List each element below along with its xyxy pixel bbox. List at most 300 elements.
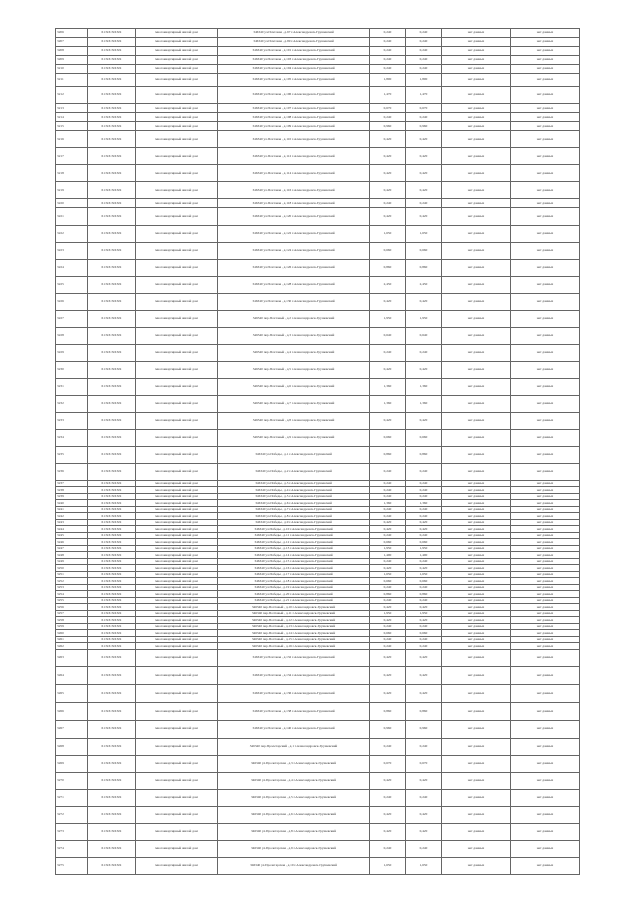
address-cell: 346340 пер.Пролетарский , д.1 г.Александровск-Грушевский	[218, 738, 370, 755]
building-type-cell: многоквартирный жилой дом	[136, 649, 218, 666]
address-cell: 346340 ул.Победы , д.13 г.Александровск-Грушевский	[218, 545, 370, 552]
table-row	[56, 199, 580, 208]
status-1-cell: нет данных	[442, 327, 511, 344]
status-1-cell: нет данных	[442, 720, 511, 738]
area-value-2-cell: 0,420	[406, 361, 442, 378]
row-number-cell: 3217	[56, 148, 88, 165]
building-type-cell: многоквартирный жилой дом	[136, 571, 218, 578]
status-2-cell: нет данных	[511, 526, 580, 533]
row-number-cell: 3222	[56, 225, 88, 242]
row-number-cell: 3238	[56, 487, 88, 494]
status-2-cell: нет данных	[511, 789, 580, 806]
area-value-1-cell: 0,420	[370, 666, 406, 684]
building-type-cell: многоквартирный жилой дом	[136, 293, 218, 310]
status-2-cell: нет данных	[511, 344, 580, 361]
area-value-1-cell: 0,860	[370, 702, 406, 720]
area-value-2-cell: 0,240	[406, 584, 442, 591]
area-value-2-cell: 0,240	[406, 487, 442, 494]
table-row	[56, 463, 580, 480]
status-1-cell: нет данных	[442, 649, 511, 666]
address-cell: 346340 пер.Почтовый , д.11 г.Александровск-Грушевский	[218, 610, 370, 617]
row-number-cell: 3234	[56, 429, 88, 446]
building-type-cell: многоквартирный жилой дом	[136, 558, 218, 565]
cadastral-code-cell: 61:XX:XXXX	[88, 500, 136, 507]
status-1-cell: нет данных	[442, 293, 511, 310]
status-2-cell: нет данных	[511, 29, 580, 38]
address-cell: 346340 ул.Почтовая , д.110 г.Александровск-Грушевский	[218, 131, 370, 148]
area-value-2-cell: 0,660	[406, 539, 442, 546]
building-type-cell: многоквартирный жилой дом	[136, 56, 218, 65]
building-type-cell: многоквартирный жилой дом	[136, 86, 218, 104]
status-2-cell: нет данных	[511, 519, 580, 526]
row-number-cell: 3258	[56, 617, 88, 624]
area-value-1-cell: 0,240	[370, 47, 406, 56]
table-row	[56, 29, 580, 38]
status-1-cell: нет данных	[442, 344, 511, 361]
status-2-cell: нет данных	[511, 636, 580, 643]
status-1-cell: нет данных	[442, 38, 511, 47]
status-2-cell: нет данных	[511, 565, 580, 572]
area-value-2-cell: 1,650	[406, 857, 442, 874]
area-value-2-cell: 0,240	[406, 840, 442, 857]
address-cell: 346340 ул.Почтовая , д.97 г.Александровск-Грушевский	[218, 29, 370, 38]
address-cell: 346340 ул.Почтовая , д.122 г.Александровск-Грушевский	[218, 225, 370, 242]
row-number-cell: 3251	[56, 571, 88, 578]
row-number-cell: 3256	[56, 604, 88, 611]
status-1-cell: нет данных	[442, 623, 511, 630]
area-value-1-cell: 0,240	[370, 493, 406, 500]
area-value-1-cell: 0,960	[370, 122, 406, 131]
area-value-2-cell: 0,860	[406, 446, 442, 463]
cadastral-code-cell: 61:XX:XXXX	[88, 65, 136, 74]
area-value-2-cell: 0,240	[406, 532, 442, 539]
area-value-2-cell: 1,360	[406, 500, 442, 507]
table-row	[56, 327, 580, 344]
building-type-cell: многоквартирный жилой дом	[136, 208, 218, 226]
cadastral-code-cell: 61:XX:XXXX	[88, 552, 136, 559]
area-value-1-cell: 0,640	[370, 327, 406, 344]
area-value-2-cell: 0,240	[406, 56, 442, 65]
address-cell: 346340 ул.Почтовая , д.107 г.Александровск-Грушевский	[218, 104, 370, 113]
row-number-cell: 3248	[56, 552, 88, 559]
area-value-2-cell: 0,240	[406, 38, 442, 47]
building-type-cell: многоквартирный жилой дом	[136, 840, 218, 857]
address-cell: 346340 ул.Победы , д.12 г.Александровск-Грушевский	[218, 539, 370, 546]
address-cell: 346340 ул.Почтовая , д.109 г.Александровск-Грушевский	[218, 122, 370, 131]
status-2-cell: нет данных	[511, 74, 580, 87]
status-2-cell: нет данных	[511, 840, 580, 857]
building-type-cell: многоквартирный жилой дом	[136, 487, 218, 494]
status-2-cell: нет данных	[511, 720, 580, 738]
status-2-cell: нет данных	[511, 276, 580, 293]
row-number-cell: 3253	[56, 584, 88, 591]
status-2-cell: нет данных	[511, 293, 580, 310]
area-value-1-cell: 0,660	[370, 429, 406, 446]
status-2-cell: нет данных	[511, 513, 580, 520]
address-cell: 346340 ул.Победы , д.8 г.Александровск-Грушевский	[218, 513, 370, 520]
area-value-1-cell: 0,420	[370, 617, 406, 624]
address-cell: 346340 ул.Почтовая , д.118 г.Александровск-Грушевский	[218, 199, 370, 208]
table-row	[56, 131, 580, 148]
area-value-2-cell: 0,240	[406, 643, 442, 650]
building-type-cell: многоквартирный жилой дом	[136, 38, 218, 47]
cadastral-code-cell: 61:XX:XXXX	[88, 571, 136, 578]
row-number-cell: 3246	[56, 539, 88, 546]
row-number-cell: 3241	[56, 506, 88, 513]
row-number-cell: 3255	[56, 597, 88, 604]
status-1-cell: нет данных	[442, 584, 511, 591]
address-cell: 346340 ул.Победы , д.1 г.Александровск-Грушевский	[218, 446, 370, 463]
area-value-2-cell: 0,420	[406, 617, 442, 624]
building-type-cell: многоквартирный жилой дом	[136, 446, 218, 463]
area-value-2-cell: 0,240	[406, 636, 442, 643]
cadastral-code-cell: 61:XX:XXXX	[88, 47, 136, 56]
address-cell: 346340 ул.Почтовая , д.116 г.Александровск-Грушевский	[218, 182, 370, 199]
area-value-1-cell: 0,240	[370, 738, 406, 755]
cadastral-code-cell: 61:XX:XXXX	[88, 823, 136, 840]
status-1-cell: нет данных	[442, 604, 511, 611]
status-2-cell: нет данных	[511, 857, 580, 874]
cadastral-code-cell: 61:XX:XXXX	[88, 545, 136, 552]
area-value-2-cell: 1,360	[406, 378, 442, 395]
building-type-cell: многоквартирный жилой дом	[136, 823, 218, 840]
row-number-cell: 3229	[56, 344, 88, 361]
table-row	[56, 148, 580, 165]
address-cell: 346340 ул.Победы , д.2 г.Александровск-Грушевский	[218, 463, 370, 480]
status-2-cell: нет данных	[511, 772, 580, 789]
area-value-1-cell: 0,240	[370, 29, 406, 38]
area-value-1-cell: 1,950	[370, 310, 406, 327]
row-number-cell: 3264	[56, 666, 88, 684]
area-value-1-cell: 0,660	[370, 539, 406, 546]
status-1-cell: нет данных	[442, 789, 511, 806]
status-2-cell: нет данных	[511, 545, 580, 552]
cadastral-code-cell: 61:XX:XXXX	[88, 122, 136, 131]
cadastral-code-cell: 61:XX:XXXX	[88, 840, 136, 857]
cadastral-code-cell: 61:XX:XXXX	[88, 684, 136, 702]
area-value-1-cell: 0,240	[370, 558, 406, 565]
cadastral-code-cell: 61:XX:XXXX	[88, 487, 136, 494]
row-number-cell: 3237	[56, 480, 88, 487]
area-value-2-cell: 0,420	[406, 412, 442, 429]
cadastral-code-cell: 61:XX:XXXX	[88, 113, 136, 122]
address-cell: 346340 ул.Победы , д.19 г.Александровск-Грушевский	[218, 584, 370, 591]
area-value-1-cell: 2,450	[370, 276, 406, 293]
building-type-cell: многоквартирный жилой дом	[136, 104, 218, 113]
cadastral-code-cell: 61:XX:XXXX	[88, 378, 136, 395]
cadastral-code-cell: 61:XX:XXXX	[88, 148, 136, 165]
building-type-cell: многоквартирный жилой дом	[136, 182, 218, 199]
building-type-cell: многоквартирный жилой дом	[136, 131, 218, 148]
area-value-2-cell: 1,800	[406, 74, 442, 87]
cadastral-code-cell: 61:XX:XXXX	[88, 29, 136, 38]
row-number-cell: 3218	[56, 165, 88, 182]
status-1-cell: нет данных	[442, 552, 511, 559]
table-row	[56, 702, 580, 720]
status-1-cell: нет данных	[442, 259, 511, 276]
area-value-1-cell: 0,420	[370, 649, 406, 666]
status-2-cell: нет данных	[511, 148, 580, 165]
row-number-cell: 3209	[56, 56, 88, 65]
status-1-cell: нет данных	[442, 182, 511, 199]
area-value-1-cell: 0,240	[370, 643, 406, 650]
address-cell: 346340 ул.Почтовая , д.104 г.Александровск-Грушевский	[218, 65, 370, 74]
status-2-cell: нет данных	[511, 539, 580, 546]
row-number-cell: 3257	[56, 610, 88, 617]
area-value-1-cell: 0,240	[370, 38, 406, 47]
document-page	[55, 28, 579, 875]
row-number-cell: 3207	[56, 38, 88, 47]
address-cell: 346340 пер.Почтовый , д.2 г.Александровск-Грушевский	[218, 310, 370, 327]
status-1-cell: нет данных	[442, 378, 511, 395]
address-cell: 346340 пер.Почтовый , д.15 г.Александровск-Грушевский	[218, 636, 370, 643]
status-2-cell: нет данных	[511, 165, 580, 182]
building-type-cell: многоквартирный жилой дом	[136, 720, 218, 738]
address-cell: 346340 ул.Почтовая , д.126 г.Александровск-Грушевский	[218, 259, 370, 276]
row-number-cell: 3247	[56, 545, 88, 552]
area-value-2-cell: 1,650	[406, 225, 442, 242]
area-value-1-cell: 0,420	[370, 519, 406, 526]
status-1-cell: нет данных	[442, 276, 511, 293]
cadastral-code-cell: 61:XX:XXXX	[88, 506, 136, 513]
table-row	[56, 344, 580, 361]
status-1-cell: нет данных	[442, 597, 511, 604]
area-value-1-cell: 0,660	[370, 242, 406, 259]
cadastral-code-cell: 61:XX:XXXX	[88, 86, 136, 104]
address-cell: 346340 ул.Пролетарская , д.9 г.Александровск-Грушевский	[218, 840, 370, 857]
area-value-2-cell: 0,240	[406, 513, 442, 520]
area-value-2-cell: 0,670	[406, 104, 442, 113]
building-type-cell: многоквартирный жилой дом	[136, 412, 218, 429]
status-2-cell: нет данных	[511, 208, 580, 226]
row-number-cell: 3211	[56, 74, 88, 87]
status-2-cell: нет данных	[511, 617, 580, 624]
address-cell: 346340 ул.Почтовая , д.105 г.Александровск-Грушевский	[218, 74, 370, 87]
table-row	[56, 720, 580, 738]
status-2-cell: нет данных	[511, 412, 580, 429]
row-number-cell: 3232	[56, 395, 88, 412]
row-number-cell: 3265	[56, 684, 88, 702]
cadastral-code-cell: 61:XX:XXXX	[88, 857, 136, 874]
cadastral-code-cell: 61:XX:XXXX	[88, 165, 136, 182]
area-value-2-cell: 0,240	[406, 493, 442, 500]
row-number-cell: 3243	[56, 519, 88, 526]
area-value-2-cell: 0,240	[406, 789, 442, 806]
status-2-cell: нет данных	[511, 361, 580, 378]
area-value-1-cell: 0,420	[370, 684, 406, 702]
status-1-cell: нет данных	[442, 86, 511, 104]
cadastral-code-cell: 61:XX:XXXX	[88, 558, 136, 565]
status-2-cell: нет данных	[511, 755, 580, 772]
table-row	[56, 259, 580, 276]
row-number-cell: 3275	[56, 857, 88, 874]
row-number-cell: 3267	[56, 720, 88, 738]
building-type-cell: многоквартирный жилой дом	[136, 276, 218, 293]
area-value-2-cell: 1,650	[406, 571, 442, 578]
table-row	[56, 772, 580, 789]
cadastral-code-cell: 61:XX:XXXX	[88, 38, 136, 47]
table-row	[56, 361, 580, 378]
row-number-cell: 3260	[56, 630, 88, 637]
row-number-cell: 3235	[56, 446, 88, 463]
table-body	[56, 29, 580, 875]
area-value-2-cell: 0,240	[406, 344, 442, 361]
building-type-cell: многоквартирный жилой дом	[136, 513, 218, 520]
area-value-1-cell: 0,670	[370, 755, 406, 772]
address-cell: 346340 ул.Победы , д.18 г.Александровск-Грушевский	[218, 578, 370, 585]
address-cell: 346340 ул.Победы , д.5 г.Александровск-Грушевский	[218, 493, 370, 500]
status-2-cell: нет данных	[511, 310, 580, 327]
area-value-2-cell: 0,660	[406, 578, 442, 585]
area-value-1-cell: 0,420	[370, 823, 406, 840]
address-cell: 346340 ул.Победы , д.7 г.Александровск-Грушевский	[218, 506, 370, 513]
building-type-cell: многоквартирный жилой дом	[136, 199, 218, 208]
cadastral-code-cell: 61:XX:XXXX	[88, 630, 136, 637]
cadastral-code-cell: 61:XX:XXXX	[88, 276, 136, 293]
table-row	[56, 182, 580, 199]
building-type-cell: многоквартирный жилой дом	[136, 532, 218, 539]
status-2-cell: нет данных	[511, 558, 580, 565]
status-1-cell: нет данных	[442, 823, 511, 840]
status-2-cell: нет данных	[511, 493, 580, 500]
address-cell: 346340 ул.Победы , д.20 г.Александровск-Грушевский	[218, 591, 370, 598]
row-number-cell: 3233	[56, 412, 88, 429]
status-2-cell: нет данных	[511, 487, 580, 494]
status-2-cell: нет данных	[511, 604, 580, 611]
area-value-1-cell: 0,240	[370, 344, 406, 361]
status-1-cell: нет данных	[442, 578, 511, 585]
cadastral-code-cell: 61:XX:XXXX	[88, 584, 136, 591]
area-value-2-cell: 0,420	[406, 823, 442, 840]
status-1-cell: нет данных	[442, 571, 511, 578]
address-cell: 346340 ул.Победы , д.21 г.Александровск-Грушевский	[218, 597, 370, 604]
status-2-cell: нет данных	[511, 104, 580, 113]
status-2-cell: нет данных	[511, 666, 580, 684]
row-number-cell: 3215	[56, 122, 88, 131]
status-1-cell: нет данных	[442, 429, 511, 446]
status-2-cell: нет данных	[511, 500, 580, 507]
building-type-cell: многоквартирный жилой дом	[136, 565, 218, 572]
table-row	[56, 276, 580, 293]
address-cell: 346340 ул.Почтовая , д.132 г.Александровск-Грушевский	[218, 649, 370, 666]
cadastral-code-cell: 61:XX:XXXX	[88, 199, 136, 208]
row-number-cell: 3250	[56, 565, 88, 572]
area-value-2-cell: 0,420	[406, 565, 442, 572]
area-value-2-cell: 0,240	[406, 113, 442, 122]
status-1-cell: нет данных	[442, 310, 511, 327]
area-value-2-cell: 1,950	[406, 545, 442, 552]
row-number-cell: 3239	[56, 493, 88, 500]
address-cell: 346340 ул.Почтовая , д.108 г.Александровск-Грушевский	[218, 113, 370, 122]
area-value-2-cell: 0,420	[406, 165, 442, 182]
building-type-cell: многоквартирный жилой дом	[136, 526, 218, 533]
area-value-1-cell: 0,420	[370, 208, 406, 226]
cadastral-code-cell: 61:XX:XXXX	[88, 806, 136, 823]
building-type-cell: многоквартирный жилой дом	[136, 630, 218, 637]
status-1-cell: нет данных	[442, 131, 511, 148]
status-1-cell: нет данных	[442, 29, 511, 38]
status-1-cell: нет данных	[442, 591, 511, 598]
row-number-cell: 3249	[56, 558, 88, 565]
building-type-cell: многоквартирный жилой дом	[136, 666, 218, 684]
area-value-1-cell: 0,240	[370, 513, 406, 520]
cadastral-code-cell: 61:XX:XXXX	[88, 565, 136, 572]
status-2-cell: нет данных	[511, 131, 580, 148]
table-row	[56, 395, 580, 412]
table-row	[56, 56, 580, 65]
building-type-cell: многоквартирный жилой дом	[136, 636, 218, 643]
table-row	[56, 789, 580, 806]
status-1-cell: нет данных	[442, 361, 511, 378]
status-1-cell: нет данных	[442, 493, 511, 500]
area-value-2-cell: 1,360	[406, 395, 442, 412]
building-type-cell: многоквартирный жилой дом	[136, 857, 218, 874]
address-cell: 346340 ул.Почтовая , д.124 г.Александровск-Грушевский	[218, 242, 370, 259]
status-2-cell: нет данных	[511, 463, 580, 480]
address-cell: 346340 пер.Почтовый , д.9 г.Александровск-Грушевский	[218, 429, 370, 446]
status-1-cell: нет данных	[442, 666, 511, 684]
status-2-cell: нет данных	[511, 327, 580, 344]
area-value-1-cell: 0,420	[370, 361, 406, 378]
area-value-1-cell: 1,360	[370, 500, 406, 507]
status-1-cell: нет данных	[442, 65, 511, 74]
cadastral-code-cell: 61:XX:XXXX	[88, 131, 136, 148]
status-2-cell: нет данных	[511, 113, 580, 122]
area-value-2-cell: 0,420	[406, 519, 442, 526]
building-type-cell: многоквартирный жилой дом	[136, 242, 218, 259]
address-cell: 346340 пер.Почтовый , д.3 г.Александровск-Грушевский	[218, 327, 370, 344]
address-cell: 346340 ул.Победы , д.16 г.Александровск-Грушевский	[218, 565, 370, 572]
status-1-cell: нет данных	[442, 47, 511, 56]
table-row	[56, 378, 580, 395]
building-type-cell: многоквартирный жилой дом	[136, 806, 218, 823]
row-number-cell: 3216	[56, 131, 88, 148]
area-value-2-cell: 0,860	[406, 259, 442, 276]
area-value-2-cell: 0,660	[406, 630, 442, 637]
building-type-cell: многоквартирный жилой дом	[136, 623, 218, 630]
address-cell: 346340 ул.Почтовая , д.138 г.Александровск-Грушевский	[218, 702, 370, 720]
area-value-2-cell: 0,240	[406, 480, 442, 487]
row-number-cell: 3242	[56, 513, 88, 520]
row-number-cell: 3254	[56, 591, 88, 598]
table-row	[56, 113, 580, 122]
area-value-2-cell: 0,960	[406, 122, 442, 131]
area-value-1-cell: 1,650	[370, 857, 406, 874]
building-type-cell: многоквартирный жилой дом	[136, 545, 218, 552]
status-2-cell: нет данных	[511, 643, 580, 650]
row-number-cell: 3213	[56, 104, 88, 113]
area-value-1-cell: 0,240	[370, 199, 406, 208]
status-1-cell: нет данных	[442, 857, 511, 874]
building-type-cell: многоквартирный жилой дом	[136, 378, 218, 395]
address-cell: 346340 ул.Почтовая , д.103 г.Александровск-Грушевский	[218, 56, 370, 65]
row-number-cell: 3268	[56, 738, 88, 755]
area-value-1-cell: 0,420	[370, 772, 406, 789]
row-number-cell: 3240	[56, 500, 88, 507]
area-value-1-cell: 0,960	[370, 720, 406, 738]
status-1-cell: нет данных	[442, 74, 511, 87]
address-cell: 346340 ул.Победы , д.3 г.Александровск-Грушевский	[218, 480, 370, 487]
area-value-1-cell: 0,420	[370, 148, 406, 165]
area-value-1-cell: 0,240	[370, 636, 406, 643]
area-value-2-cell: 0,240	[406, 597, 442, 604]
status-1-cell: нет данных	[442, 463, 511, 480]
area-value-2-cell: 0,240	[406, 558, 442, 565]
status-1-cell: нет данных	[442, 539, 511, 546]
cadastral-code-cell: 61:XX:XXXX	[88, 789, 136, 806]
building-type-cell: многоквартирный жилой дом	[136, 259, 218, 276]
cadastral-code-cell: 61:XX:XXXX	[88, 429, 136, 446]
